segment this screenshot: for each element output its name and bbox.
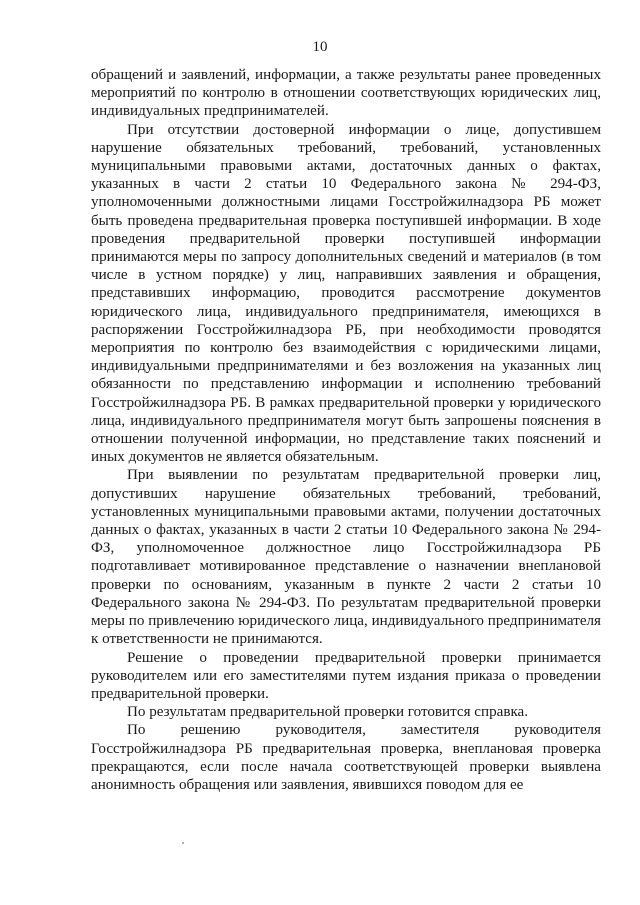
paragraph-decision: Решение о проведении предварительной проверки принимается руководителем или его заместителями путем издания приказа о проведении предварительной проверки. [91, 649, 601, 702]
scan-speck [182, 842, 184, 844]
paragraph-continuation: обращений и заявлений, информации, а также результаты ранее проведенных мероприятий по контролю в отношении соответствующих юридических лиц, индивидуальных предпринимателей. [91, 67, 601, 120]
paragraph-violation-detected: При выявлении по результатам предварительной проверки лиц, допустивших нарушение обязательных требований, требований, установленных муниципальными правовыми актами, получении достаточных данных о фактах, указанных в части 2 статьи 10 Федерального закона № 294-ФЗ, уполномоченное должностное лицо Госстройжилнадзора РБ подготавливает мотивированное представление о назначении внеплановой проверки по основаниям, указанным в пункте 2 части 2 статьи 10 Федерального закона № 294-ФЗ. По результатам предварительной проверки меры по привлечению юридического лица, индивидуального предпринимателя к ответственности не принимаются. [91, 467, 601, 648]
paragraph-termination: По решению руководителя, заместителя руководителя Госстройжилнадзора РБ предварительная проверка, внеплановая проверка прекращаются, если после начала соответствующей проверки выявлена анонимность обращения или заявления, явившихся поводом для ее [91, 722, 601, 793]
document-body [91, 66, 601, 794]
page-number: 10 [312, 39, 328, 55]
paragraph-certificate: По результатам предварительной проверки готовится справка. [127, 704, 529, 721]
paragraph-preliminary-check: При отсутствии достоверной информации о лице, допустившем нарушение обязательных требований, требований, установленных муниципальными правовыми актами, достаточных данных о фактах, указанных в части 2 статьи 10 Федерального закона № 294-ФЗ, уполномоченными должностными лицами Госстройжилнадзора РБ может быть проведена предварительная проверка поступившей информации. В ходе проведения предварительной проверки поступившей информации принимаются меры по запросу дополнительных сведений и материалов (в том числе в устном порядке) у лиц, направивших заявления и обращения, представивших информацию, проводится рассмотрение документов юридического лица, индивидуального предпринимателя, имеющихся в распоряжении Госстройжилнадзора РБ, при необходимости проводятся мероприятия по контролю без взаимодействия с юридическими лицами, индивидуальными предпринимателями и без возложения на указанных лиц обязанности по представлению информации и исполнению требований Госстройжилнадзора РБ. В рамках предварительной проверки у юридического лица, индивидуального предпринимателя могут быть запрошены пояснения в отношении полученной информации, но представление таких пояснений и иных документов не является обязательным. [91, 121, 601, 466]
